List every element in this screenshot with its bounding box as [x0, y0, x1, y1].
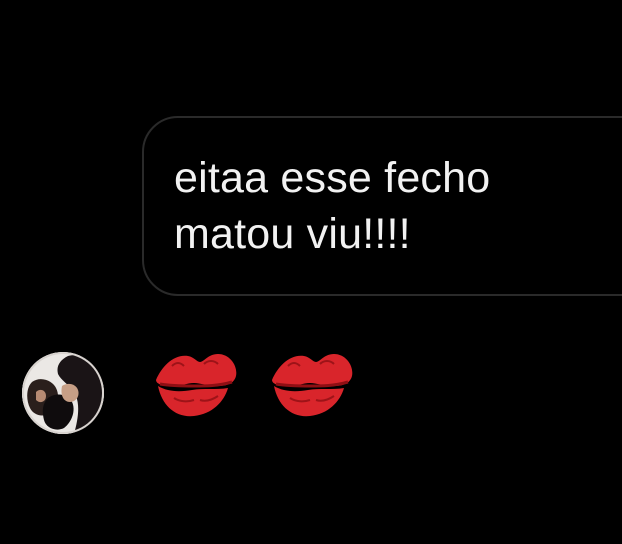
kiss-mark-icon [156, 354, 236, 416]
sender-avatar[interactable] [22, 352, 104, 434]
message-text [174, 150, 614, 262]
message-line-1: eitaa esse fecho [174, 154, 491, 202]
kiss-reaction-2[interactable] [264, 336, 356, 420]
kiss-mark-icon [272, 354, 352, 416]
avatar-photo-icon [22, 352, 104, 434]
kiss-reaction-1[interactable] [148, 336, 240, 420]
message-line-2: matou viu!!!! [174, 210, 411, 258]
